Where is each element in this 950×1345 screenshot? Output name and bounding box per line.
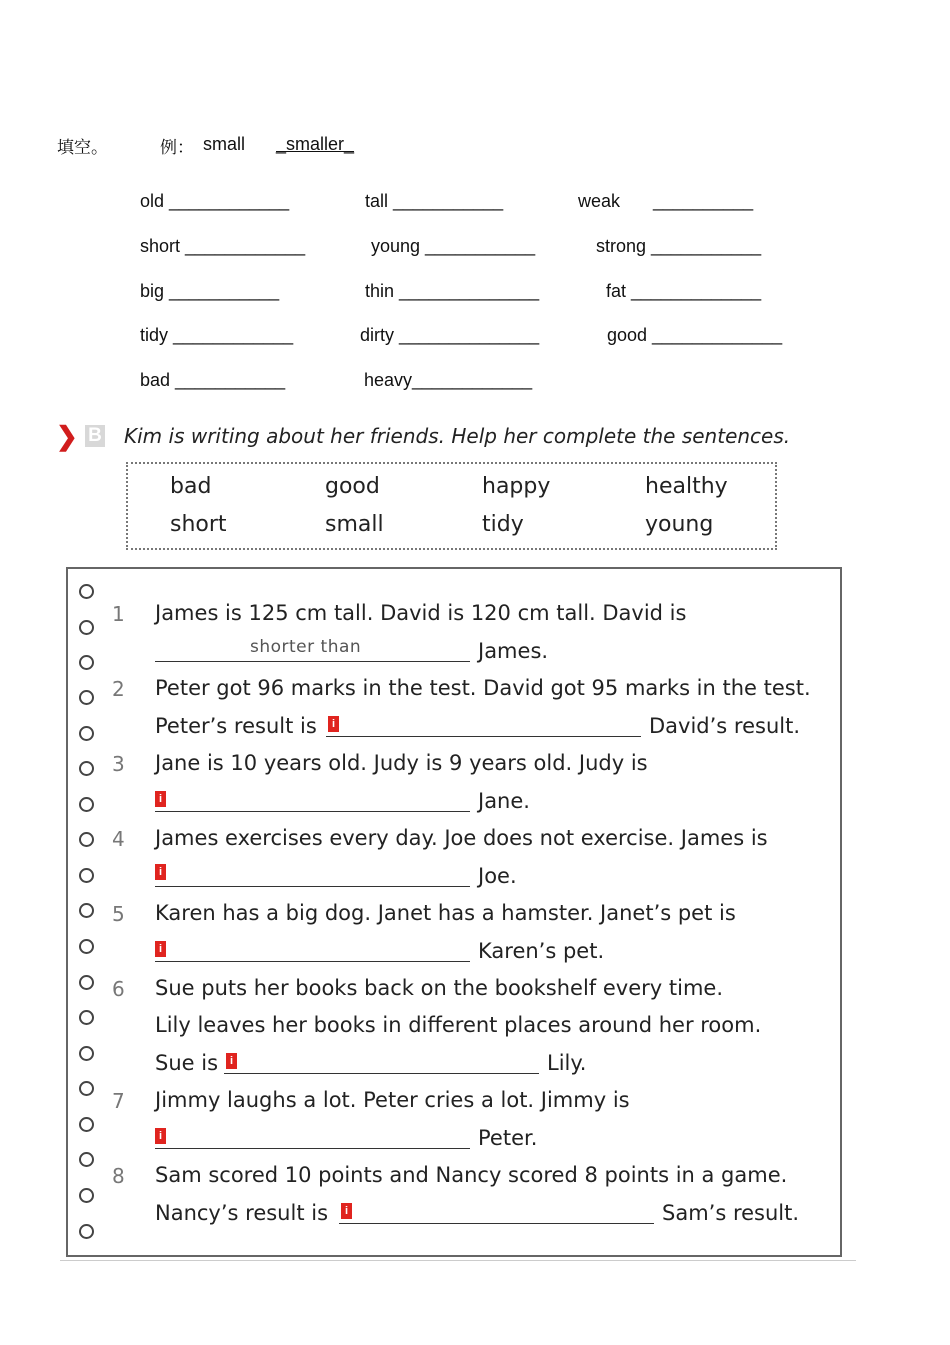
binder-ring-icon [79,584,94,599]
sentence-line: Sue is [155,1051,219,1075]
blank-bad[interactable]: bad ___________ [140,370,286,390]
example-answer: _smaller_ [276,134,355,154]
item-number: 3 [112,752,125,776]
info-icon: i [155,941,166,957]
binder-ring-icon [79,939,94,954]
answer-blank[interactable] [155,961,470,962]
info-icon: i [328,716,339,732]
binder-ring-icon [79,1117,94,1132]
item-number: 2 [112,677,125,701]
binder-ring-icon [79,1081,94,1096]
sentence-line: James exercises every day. Joe does not exercise. James is [155,826,768,850]
answer-blank[interactable] [339,1223,654,1224]
answer-blank[interactable] [155,886,470,887]
item-number: 7 [112,1089,125,1113]
binder-ring-icon [79,690,94,705]
word-bank-item: bad [170,474,212,499]
blank-good[interactable]: good _____________ [607,325,783,345]
word-bank-item: happy [482,474,551,499]
info-icon: i [155,791,166,807]
sentence-line: James is 125 cm tall. David is 120 cm tall. David is [155,601,687,625]
blank-dirty[interactable]: dirty ______________ [360,325,540,345]
sentence-line: Karen has a big dog. Janet has a hamster. Janet’s pet is [155,901,736,925]
binder-ring-icon [79,903,94,918]
info-icon: i [226,1053,237,1069]
word-bank-item: young [645,512,714,537]
section-badge: B [85,425,105,447]
item-number: 8 [112,1164,125,1188]
sentence-line: Jane is 10 years old. Judy is 9 years old. Judy is [155,751,648,775]
blank-short[interactable]: short ____________ [140,236,306,256]
binder-ring-icon [79,620,94,635]
item-number: 6 [112,977,125,1001]
blank-tall[interactable]: tall ___________ [365,191,504,211]
divider [60,1260,856,1261]
binder-ring-icon [79,832,94,847]
binder-ring-icon [79,797,94,812]
word-bank-item: tidy [482,512,524,537]
binder-ring-icon [79,975,94,990]
word-bank-item: short [170,512,227,537]
sentence-line: Joe. [478,864,517,888]
blank-strong[interactable]: strong ___________ [596,236,762,256]
example-filled-answer: shorter than [250,637,362,657]
sentence-line: Lily leaves her books in different places around her room. [155,1013,762,1037]
binder-ring-icon [79,1010,94,1025]
sentence-line: Sam scored 10 points and Nancy scored 8 points in a game. [155,1163,788,1187]
word-bank-item: healthy [645,474,728,499]
blank-weak[interactable]: __________ [653,191,754,211]
blank-young[interactable]: young ___________ [371,236,536,256]
word-bank-item: good [325,474,380,499]
sentence-line: James. [478,639,549,663]
item-number: 1 [112,602,125,626]
blank-big[interactable]: big ___________ [140,281,280,301]
sentence-line: Peter got 96 marks in the test. David got 95 marks in the test. [155,676,811,700]
sentence-line: Jimmy laughs a lot. Peter cries a lot. Jimmy is [155,1088,630,1112]
blank-old[interactable]: old ____________ [140,191,290,211]
binder-ring-icon [79,761,94,776]
binder-ring-icon [79,726,94,741]
example-label: 例： [160,138,194,158]
binder-ring-icon [79,1152,94,1167]
example-word: small [203,134,246,154]
blank-heavy[interactable]: heavy____________ [364,370,533,390]
info-icon: i [155,1128,166,1144]
answer-blank[interactable] [155,811,470,812]
item-number: 5 [112,902,125,926]
answer-blank[interactable] [326,736,641,737]
instruction-text: 填空。 [57,138,108,158]
sentence-line: Peter. [478,1126,538,1150]
sentence-line: David’s result. [649,714,801,738]
sentence-line: Sue puts her books back on the bookshelf every time. [155,976,724,1000]
binder-ring-icon [79,1188,94,1203]
sentence-line: Karen’s pet. [478,939,605,963]
blank-tidy[interactable]: tidy ____________ [140,325,294,345]
binder-ring-icon [79,868,94,883]
section-instruction: Kim is writing about her friends. Help her complete the sentences. [124,424,791,448]
sentence-line: Lily. [547,1051,587,1075]
sentence-line: Jane. [478,789,530,813]
sentence-line: Peter’s result is [155,714,317,738]
chevron-right-icon: ❯ [56,421,78,451]
answer-blank[interactable] [224,1073,539,1074]
sentence-line: Nancy’s result is [155,1201,329,1225]
word-bank-item: small [325,512,384,537]
item-number: 4 [112,827,125,851]
binder-ring-icon [79,1224,94,1239]
binder-ring-icon [79,655,94,670]
binder-ring-icon [79,1046,94,1061]
info-icon: i [341,1203,352,1219]
answer-blank[interactable] [155,661,470,662]
info-icon: i [155,864,166,880]
sentence-line: Sam’s result. [662,1201,800,1225]
blank-fat[interactable]: fat _____________ [606,281,762,301]
blank-weak-label: weak [578,191,621,211]
blank-thin[interactable]: thin ______________ [365,281,540,301]
answer-blank[interactable] [155,1148,470,1149]
